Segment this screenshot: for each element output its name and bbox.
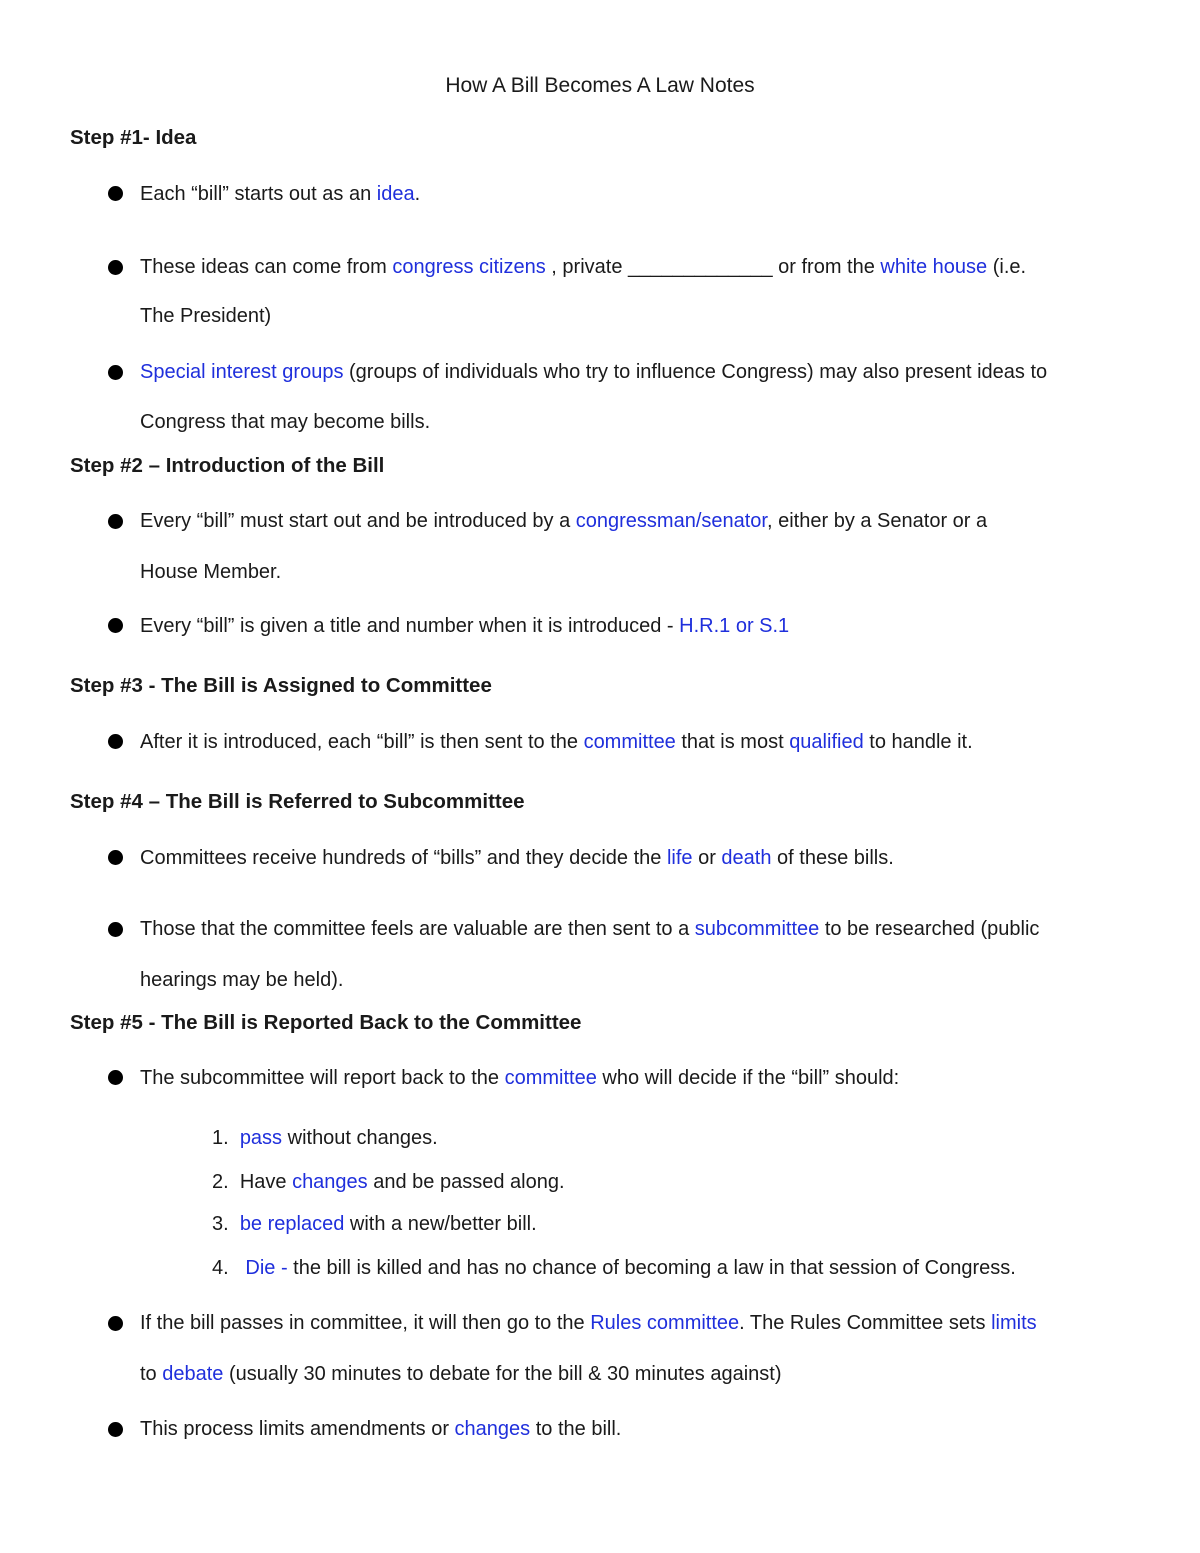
answer-be-replaced: be replaced	[239, 1213, 345, 1235]
answer-qualified: qualified	[789, 731, 864, 753]
step-3-heading: Step #3 - The Bill is Assigned to Committee	[70, 674, 492, 697]
answer-hr1-s1: H.R.1 or S.1	[679, 615, 790, 637]
step-1-bullet-3: Special interest groups (groups of individuals who try to influence Congress) may also present ideas to	[140, 361, 1048, 383]
answer-congressman-senator: congressman/senator	[575, 510, 767, 532]
step-1-heading: Step #1- Idea	[70, 126, 197, 149]
bullet-icon	[108, 618, 123, 633]
step-3-bullet-1: After it is introduced, each “bill” is then sent to the committee that is most qualified to handle it.	[140, 731, 973, 753]
answer-rules-committee: Rules committee	[590, 1312, 740, 1334]
answer-pass: pass	[239, 1127, 283, 1149]
step-2-bullet-2: Every “bill” is given a title and number when it is introduced - H.R.1 or S.1	[140, 615, 790, 637]
step-4-bullet-2-cont: hearings may be held).	[140, 969, 344, 991]
answer-committee: committee	[504, 1067, 597, 1089]
list-item: 4. Die - the bill is killed and has no chance of becoming a law in that session of Congress.	[212, 1257, 1016, 1279]
bullet-icon	[108, 1316, 123, 1331]
step-1-bullet-2-cont: The President)	[140, 305, 272, 327]
bullet-icon	[108, 365, 123, 380]
step-5-bullet-2: If the bill passes in committee, it will then go to the Rules committee. The Rules Committee sets limits	[140, 1312, 1037, 1334]
step-1-bullet-2: These ideas can come from congress citizens , private _____________ or from the white house (i.e.	[140, 256, 1027, 278]
answer-debate: debate	[162, 1363, 224, 1385]
document-title: How A Bill Becomes A Law Notes	[445, 74, 755, 97]
step-4-bullet-1: Committees receive hundreds of “bills” and they decide the life or death of these bills.	[140, 847, 894, 869]
answer-limits: limits	[991, 1312, 1037, 1334]
bullet-icon	[108, 260, 123, 275]
list-item: 3. be replaced with a new/better bill.	[212, 1213, 537, 1235]
answer-idea: idea	[376, 183, 415, 205]
step-4-heading: Step #4 – The Bill is Referred to Subcommittee	[70, 790, 525, 813]
bullet-icon	[108, 850, 123, 865]
bullet-icon	[108, 734, 123, 749]
answer-changes: changes	[454, 1418, 531, 1440]
bullet-icon	[108, 1422, 123, 1437]
answer-subcommittee: subcommittee	[694, 918, 820, 940]
step-5-bullet-3: This process limits amendments or changes to the bill.	[140, 1418, 622, 1440]
bullet-icon	[108, 922, 123, 937]
step-2-bullet-1-cont: House Member.	[140, 561, 282, 583]
answer-committee: committee	[583, 731, 676, 753]
answer-special-interest-groups: Special interest groups	[140, 361, 344, 383]
answer-congress-citizens: congress citizens	[392, 256, 546, 278]
answer-changes: changes	[292, 1171, 368, 1193]
step-2-bullet-1: Every “bill” must start out and be introduced by a congressman/senator, either by a Senator or a	[140, 510, 988, 532]
answer-die: Die -	[245, 1257, 288, 1279]
step-1-bullet-1: Each “bill” starts out as an idea.	[140, 183, 421, 205]
step-1-bullet-3-cont: Congress that may become bills.	[140, 411, 431, 433]
bullet-icon	[108, 514, 123, 529]
list-item: 1. pass without changes.	[212, 1127, 438, 1149]
answer-white-house: white house	[880, 256, 988, 278]
bullet-icon	[108, 1070, 123, 1085]
answer-death: death	[721, 847, 772, 869]
step-5-heading: Step #5 - The Bill is Reported Back to the Committee	[70, 1011, 582, 1034]
list-item: 2. Have changes and be passed along.	[212, 1171, 565, 1193]
bullet-icon	[108, 186, 123, 201]
answer-life: life	[666, 847, 693, 869]
step-5-bullet-2-cont: to debate (usually 30 minutes to debate for the bill & 30 minutes against)	[140, 1363, 782, 1385]
step-4-bullet-2: Those that the committee feels are valuable are then sent to a subcommittee to be researched (public	[140, 918, 1040, 940]
step-5-bullet-1: The subcommittee will report back to the committee who will decide if the “bill” should:	[140, 1067, 900, 1089]
step-2-heading: Step #2 – Introduction of the Bill	[70, 454, 385, 477]
